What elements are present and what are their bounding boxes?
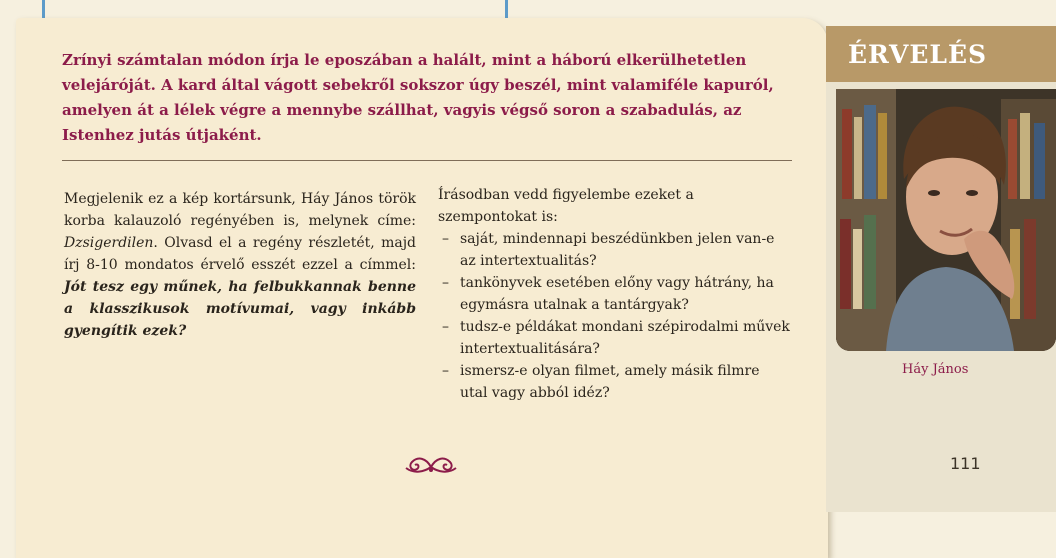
author-photo bbox=[836, 89, 1056, 351]
intro-paragraph: Zrínyi számtalan módon írja le eposzában a halált, mint a háború elkerülhetetlen velejáróját. A kard által vágott sebekről sokszor úgy beszél, mint valamiféle kapuról, amelyen át a lélek végre a mennybe szállhat, vagyis végső soron a szabadulás, az Istenhez jutás útjaként. bbox=[62, 51, 774, 144]
novel-title: Dzsigerdilen bbox=[64, 235, 154, 251]
list-item-text: ismersz-e olyan filmet, amely másik filmre utal vagy abból idéz? bbox=[460, 363, 760, 401]
author-portrait-image bbox=[836, 89, 1056, 351]
divider-line bbox=[62, 160, 792, 161]
list-item-text: saját, mindennapi beszédünkben jelen van-e az intertextualitás? bbox=[460, 231, 775, 269]
list-item bbox=[438, 272, 790, 316]
criteria-column bbox=[438, 184, 790, 404]
dash-bullet: – bbox=[442, 231, 449, 247]
exercise-card bbox=[16, 18, 828, 558]
list-item bbox=[438, 228, 790, 272]
criteria-intro: Írásodban vedd figyelembe ezeket a szempontokat is: bbox=[438, 187, 694, 225]
dash-bullet: – bbox=[442, 319, 449, 335]
list-item bbox=[438, 360, 790, 404]
photo-caption: Háy János bbox=[902, 362, 969, 377]
section-banner bbox=[826, 26, 1056, 82]
essay-title: Jót tesz egy műnek, ha felbukkannak benne a klasszikusok motívumai, vagy inkább gyengítik ezek? bbox=[64, 279, 416, 339]
criteria-list bbox=[438, 228, 790, 404]
task-text-1: Megjelenik ez a kép kortársunk, Háy János török korba kalauzoló regényében is, melynek címe: bbox=[64, 191, 416, 229]
dash-bullet: – bbox=[442, 363, 449, 379]
list-item-text: tudsz-e példákat mondani szépirodalmi művek intertextualitására? bbox=[460, 319, 790, 357]
sidebar-panel bbox=[826, 26, 1056, 512]
task-column bbox=[64, 188, 416, 342]
page-number: 111 bbox=[950, 454, 981, 473]
dash-bullet: – bbox=[442, 275, 449, 291]
flourish-ornament-icon bbox=[400, 450, 462, 478]
list-item-text: tankönyvek esetében előny vagy hátrány, ha egymásra utalnak a tantárgyak? bbox=[460, 275, 774, 313]
section-title: ÉRVELÉS bbox=[848, 40, 988, 69]
list-item bbox=[438, 316, 790, 360]
task-text-2: . Olvasd el a regény részletét, majd írj 8-10 mondatos érvelő esszét ezzel a címmel: bbox=[64, 235, 416, 273]
